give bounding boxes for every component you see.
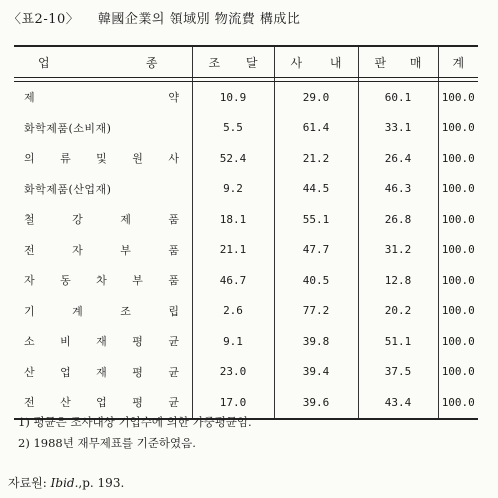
source-label: 자료원: <box>8 476 47 490</box>
industry-name-char: 약 <box>168 91 180 105</box>
industry-name <box>14 265 192 296</box>
internal-share: 29.0 <box>274 82 358 113</box>
total-share: 100.0 <box>438 326 478 357</box>
industry-name-char: 평 <box>132 396 144 410</box>
sales-share: 37.5 <box>358 357 438 388</box>
table-row <box>14 204 478 235</box>
total-share: 100.0 <box>438 387 478 419</box>
internal-share: 61.4 <box>274 113 358 144</box>
industry-name-char: 품 <box>168 274 180 288</box>
header-internal-char-2: 내 <box>329 55 342 70</box>
logistics-cost-table <box>14 45 478 420</box>
procurement-share: 18.1 <box>192 204 274 235</box>
industry-name-char: 및 <box>96 152 108 166</box>
internal-share: 44.5 <box>274 174 358 205</box>
procurement-share: 9.1 <box>192 326 274 357</box>
table-row <box>14 265 478 296</box>
sales-share: 20.2 <box>358 296 438 327</box>
procurement-share: 52.4 <box>192 143 274 174</box>
table-row <box>14 143 478 174</box>
industry-name-char: 품 <box>168 213 180 227</box>
industry-name-char: 제 <box>24 91 36 105</box>
total-share: 100.0 <box>438 143 478 174</box>
total-share: 100.0 <box>438 113 478 144</box>
industry-name <box>14 296 192 327</box>
total-share: 100.0 <box>438 82 478 113</box>
procurement-share: 23.0 <box>192 357 274 388</box>
industry-name-char: 전 <box>24 396 36 410</box>
industry-name-char: 원 <box>132 152 144 166</box>
procurement-share: 17.0 <box>192 387 274 419</box>
procurement-share: 2.6 <box>192 296 274 327</box>
internal-share: 21.2 <box>274 143 358 174</box>
procurement-share: 10.9 <box>192 82 274 113</box>
table-row <box>14 326 478 357</box>
industry-name: 화학제품(산업재) <box>24 182 112 196</box>
industry-name <box>14 235 192 266</box>
industry-name-char: 강 <box>72 213 84 227</box>
internal-share: 47.7 <box>274 235 358 266</box>
industry-name <box>14 326 192 357</box>
header-industry <box>14 46 192 78</box>
table-title: 韓國企業의 領域別 物流費 構成比 <box>97 12 301 27</box>
industry-name-char: 재 <box>96 335 108 349</box>
internal-share: 40.5 <box>274 265 358 296</box>
industry-name-char: 산 <box>24 365 36 379</box>
table-row <box>14 82 478 113</box>
footnote-2: 2) 1988년 재무제표를 기준하였음. <box>18 436 196 450</box>
industry-name-char: 립 <box>168 304 180 318</box>
header-procurement <box>192 46 274 78</box>
industry-name-char: 철 <box>24 213 36 227</box>
industry-name-char: 업 <box>60 365 72 379</box>
procurement-share: 46.7 <box>192 265 274 296</box>
industry-name-char: 평 <box>132 365 144 379</box>
industry-name <box>14 143 192 174</box>
internal-share: 77.2 <box>274 296 358 327</box>
sales-share: 26.8 <box>358 204 438 235</box>
header-row <box>14 46 478 78</box>
header-procurement-char-2: 달 <box>245 55 258 70</box>
header-industry-char-1: 업 <box>38 55 50 70</box>
source-page: ,p. 193. <box>78 476 125 490</box>
industry-name-char: 평 <box>132 335 144 349</box>
industry-name-char: 조 <box>120 304 132 318</box>
table-row <box>14 174 478 205</box>
industry-name-char: 전 <box>24 243 36 257</box>
sales-share: 51.1 <box>358 326 438 357</box>
header-sales-char-2: 매 <box>409 55 422 70</box>
industry-name-char: 부 <box>132 274 144 288</box>
total-share: 100.0 <box>438 265 478 296</box>
industry-name-char: 산 <box>60 396 72 410</box>
table-row <box>14 296 478 327</box>
industry-name-char: 품 <box>168 243 180 257</box>
table-body <box>14 82 478 419</box>
footnote-1: 1) 평균은 조사대상 기업수에 의한 가중평균임. <box>18 415 252 429</box>
header-procurement-char-1: 조 <box>208 55 221 70</box>
industry-name-char: 소 <box>24 335 36 349</box>
total-share: 100.0 <box>438 235 478 266</box>
sales-share: 60.1 <box>358 82 438 113</box>
header-sales <box>358 46 438 78</box>
industry-name-char: 균 <box>168 396 180 410</box>
industry-name-char: 계 <box>72 304 84 318</box>
industry-name <box>14 357 192 388</box>
industry-name <box>14 82 192 113</box>
industry-name-char: 자 <box>72 243 84 257</box>
internal-share: 39.4 <box>274 357 358 388</box>
industry-name-char: 업 <box>96 396 108 410</box>
internal-share: 39.6 <box>274 387 358 419</box>
header-internal-char-1: 사 <box>290 55 303 70</box>
source-reference: Ibid. <box>50 476 79 490</box>
total-share: 100.0 <box>438 204 478 235</box>
sales-share: 33.1 <box>358 113 438 144</box>
industry-name-char: 동 <box>60 274 72 288</box>
total-share: 100.0 <box>438 174 478 205</box>
sales-share: 26.4 <box>358 143 438 174</box>
table-row <box>14 235 478 266</box>
header-sales-char-1: 판 <box>374 55 387 70</box>
table-number: 〈표2-10〉 <box>8 12 80 27</box>
industry-name-char: 기 <box>24 304 36 318</box>
industry-name-char: 자 <box>24 274 36 288</box>
industry-name: 화학제품(소비재) <box>24 121 112 135</box>
table-caption <box>8 8 300 27</box>
industry-name-char: 의 <box>24 152 36 166</box>
industry-name-char: 비 <box>60 335 72 349</box>
industry-name-char: 재 <box>96 365 108 379</box>
procurement-share: 5.5 <box>192 113 274 144</box>
industry-name-char: 균 <box>168 365 180 379</box>
procurement-share: 21.1 <box>192 235 274 266</box>
sales-share: 12.8 <box>358 265 438 296</box>
total-share: 100.0 <box>438 296 478 327</box>
industry-name-char: 균 <box>168 335 180 349</box>
industry-name-char: 제 <box>120 213 132 227</box>
industry-name-char: 류 <box>60 152 72 166</box>
footnotes <box>18 412 252 454</box>
table-row <box>14 113 478 144</box>
industry-name-char: 부 <box>120 243 132 257</box>
industry-name <box>14 204 192 235</box>
header-total: 계 <box>438 46 478 78</box>
source-line <box>8 474 124 491</box>
total-share: 100.0 <box>438 357 478 388</box>
sales-share: 46.3 <box>358 174 438 205</box>
industry-name-char: 사 <box>168 152 180 166</box>
header-industry-char-2: 종 <box>145 55 158 70</box>
sales-share: 31.2 <box>358 235 438 266</box>
sales-share: 43.4 <box>358 387 438 419</box>
table-row <box>14 357 478 388</box>
internal-share: 55.1 <box>274 204 358 235</box>
industry-name-char: 차 <box>96 274 108 288</box>
header-internal <box>274 46 358 78</box>
procurement-share: 9.2 <box>192 174 274 205</box>
internal-share: 39.8 <box>274 326 358 357</box>
